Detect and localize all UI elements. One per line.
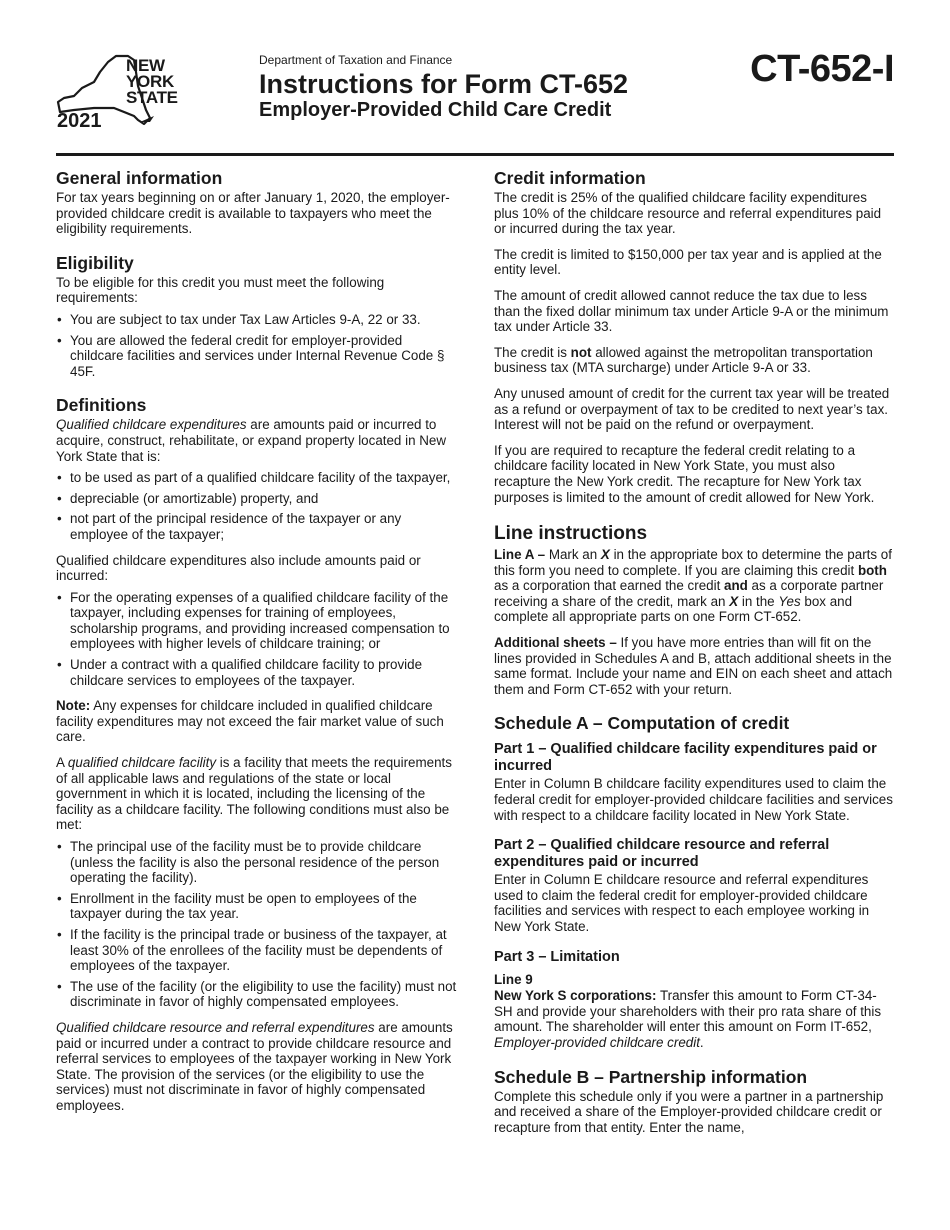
list-item: • Enrollment in the facility must be open to employees of the taxpayer during the tax year.: [56, 891, 458, 922]
yes-italic: Yes: [778, 593, 801, 609]
credit-p4-bold: not: [570, 344, 592, 360]
part2-heading: Part 2 – Qualified childcare resource and referral expenditures paid or incurred: [494, 837, 830, 871]
list-item: • The principal use of the facility must be to provide childcare (unless the facility is also the personal residence of the person operating the facility).: [56, 839, 458, 886]
line9-label: New York S corporations:: [494, 988, 657, 1004]
credit-information-heading: Credit information: [494, 168, 646, 188]
page-title: Instructions for Form CT-652: [259, 69, 629, 99]
line9-heading: Line 9: [494, 971, 533, 987]
facility-text: is a facility that meets the requirements of all applicable laws and regulations of the state or local government in which it is located, including the licensing of the facility as a childcare facility. The following conditions must also be met:: [56, 755, 452, 833]
note-paragraph: [56, 698, 458, 745]
credit-p3: The amount of credit allowed cannot reduce the tax due to less than the fixed dollar minimum tax under Article 9-A or the minimum tax under Article 33.: [494, 287, 889, 335]
list-item: • You are allowed the federal credit for employer-provided childcare facilities and services under Internal Revenue Code § 45F.: [56, 333, 458, 380]
part1-heading: Part 1 – Qualified childcare facility expenditures paid or incurred: [494, 741, 877, 775]
credit-p2: The credit is limited to $150,000 per tax year and is applied at the entity level.: [494, 246, 882, 278]
credit-p4: [494, 345, 894, 376]
list-item: • Under a contract with a qualified childcare facility to provide childcare services to employees of the taxpayer.: [56, 657, 458, 688]
department-name: Department of Taxation and Finance: [259, 53, 453, 67]
list-item: • The use of the facility (or the eligibility to use the facility) must not discriminate in favor of highly compensated employees.: [56, 979, 458, 1010]
credit-p4-b: allowed against the metropolitan transportation business tax (MTA surcharge) under Article 9-A or 33.: [494, 344, 873, 376]
list-item: • For the operating expenses of a qualified childcare facility of the taxpayer, including expenses for training of employees, scholarship programs, and providing increased compensation to employees with higher levels of childcare training; or: [56, 590, 458, 652]
line-a-text: in the appropriate box to determine the parts of this form you need to complete. If you are claiming this credit: [494, 547, 892, 578]
resource-term: Qualified childcare resource and referral expenditures: [56, 1019, 375, 1035]
qce-definition: [56, 417, 458, 464]
header-divider: [56, 153, 894, 156]
additional-sheets-label: Additional sheets –: [494, 635, 617, 651]
facility-term: qualified childcare facility: [67, 755, 217, 771]
mark-x: X: [729, 593, 739, 609]
eligibility-list: [56, 312, 458, 379]
line9-italic: Employer-provided childcare credit: [494, 1034, 700, 1050]
additional-sheets-paragraph: [494, 635, 894, 697]
line9-text: Transfer this amount to Form CT-34-SH and provide your shareholders with their pro rata share of this amount. The shareholder will enter this amount on Form IT-652,: [494, 988, 882, 1035]
line-a-label: Line A –: [494, 547, 546, 563]
note-text: Any expenses for childcare included in qualified childcare facility expenditures may not exceed the fair market value of such care.: [56, 698, 444, 745]
line9-end: .: [699, 1034, 704, 1050]
logo-state: STATE: [126, 88, 178, 107]
logo-york: YORK: [126, 72, 174, 91]
eligibility-intro: To be eligible for this credit you must meet the following requirements:: [56, 274, 385, 306]
qce-term: Qualified childcare expenditures: [56, 417, 247, 433]
note-label: Note:: [56, 698, 91, 714]
line-a-text: as a corporate partner receiving a share of the credit, mark an: [494, 578, 884, 609]
form-number: CT-652-I: [750, 48, 894, 90]
schedule-b-heading: Schedule B – Partnership information: [494, 1066, 808, 1087]
general-information-heading: General information: [56, 168, 223, 188]
qce-list: [56, 470, 458, 542]
credit-p1: The credit is 25% of the qualified childcare facility expenditures plus 10% of the childcare resource and referral expenditures paid or incurred during the tax year.: [494, 190, 882, 237]
nys-logo: [54, 52, 184, 132]
line9-paragraph: [494, 988, 894, 1050]
definitions-heading: Definitions: [56, 395, 147, 416]
line-a-text: in the: [738, 593, 779, 609]
and-bold: and: [724, 578, 748, 594]
credit-p4-a: The credit is: [494, 344, 571, 360]
part3-heading: Part 3 – Limitation: [494, 948, 620, 965]
list-item: • If the facility is the principal trade or business of the taxpayer, at least 30% of the enrollees of the facility must be dependents of employees of the taxpayer.: [56, 927, 458, 974]
list-item: • depreciable (or amortizable) property, and: [56, 491, 458, 507]
list-item: • not part of the principal residence of the taxpayer or any employee of the taxpayer;: [56, 511, 458, 542]
credit-p5: Any unused amount of credit for the current tax year will be treated as a refund or overpayment of tax to be credited to next year’s tax. Interest will not be paid on the refund or overpayment.: [494, 385, 890, 433]
qce-text: are amounts paid or incurred to acquire, construct, rehabilitate, or expand property located in New York State that is:: [56, 417, 447, 464]
list-item: • You are subject to tax under Tax Law Articles 9-A, 22 or 33.: [56, 312, 458, 328]
facility-definition: [56, 755, 458, 833]
logo-new: NEW: [126, 56, 165, 75]
line-a-paragraph: [494, 547, 894, 625]
logo-year: 2021: [57, 110, 102, 132]
mark-x: X: [600, 547, 610, 563]
facility-conditions-list: [56, 839, 458, 1010]
line-a-text: Mark an: [545, 547, 601, 563]
general-information-text: For tax years beginning on or after January 1, 2020, the employer-provided childcare credit is available to taxpayers who meet the eligibility requirements.: [56, 190, 450, 237]
line-a-text: box and complete all appropriate parts on one Form CT-652.: [494, 593, 853, 625]
part2-text: Enter in Column E childcare resource and referral expenditures used to claim the federal credit for employer-provided childcare facilities and services with respect to each employee working in New York State.: [494, 872, 870, 934]
logo-wordmark: [126, 58, 178, 106]
credit-p6: If you are required to recapture the federal credit relating to a childcare facility located in New York State, you must also recapture the New York credit. The recapture for New York tax purposes is limited to the amount of credit allowed for New York.: [494, 442, 875, 505]
schedule-a-heading: Schedule A – Computation of credit: [494, 713, 790, 734]
document-header: [259, 53, 628, 121]
both-bold: both: [857, 562, 887, 578]
part1-text: Enter in Column B childcare facility expenditures used to claim the federal credit for employer-provided childcare facilities and services with respect to a childcare facility located in New York State.: [494, 776, 893, 823]
left-column: [56, 168, 458, 1124]
qce-also-text: Qualified childcare expenditures also include amounts paid or incurred:: [56, 552, 421, 584]
eligibility-heading: Eligibility: [56, 252, 134, 273]
list-item: • to be used as part of a qualified childcare facility of the taxpayer,: [56, 470, 458, 486]
page-subtitle: Employer-Provided Child Care Credit: [259, 99, 612, 121]
additional-sheets-text: If you have more entries than will fit on the lines provided in Schedules A and B, attach additional sheets in the same format. Include your name and EIN on each sheet and attach them and Form CT-652 with your return.: [494, 635, 893, 697]
resource-text: are amounts paid or incurred under a contract to provide childcare resource and referral services to employees of the taxpayer working in New York State. The provision of the services (or the eligibility to use the services) must not discriminate in favor of highly compensated employees.: [56, 1019, 453, 1113]
qce-also-list: [56, 590, 458, 689]
schedule-b-text: Complete this schedule only if you were a partner in a partnership and received a share of the Employer-provided childcare credit or recapture from that entity. Enter the name,: [494, 1088, 884, 1135]
right-column: [494, 168, 894, 1145]
resource-definition: [56, 1020, 458, 1114]
line-instructions-heading: Line instructions: [494, 523, 648, 545]
facility-a: A: [56, 755, 68, 771]
line-a-text: as a corporation that earned the credit: [494, 578, 725, 594]
